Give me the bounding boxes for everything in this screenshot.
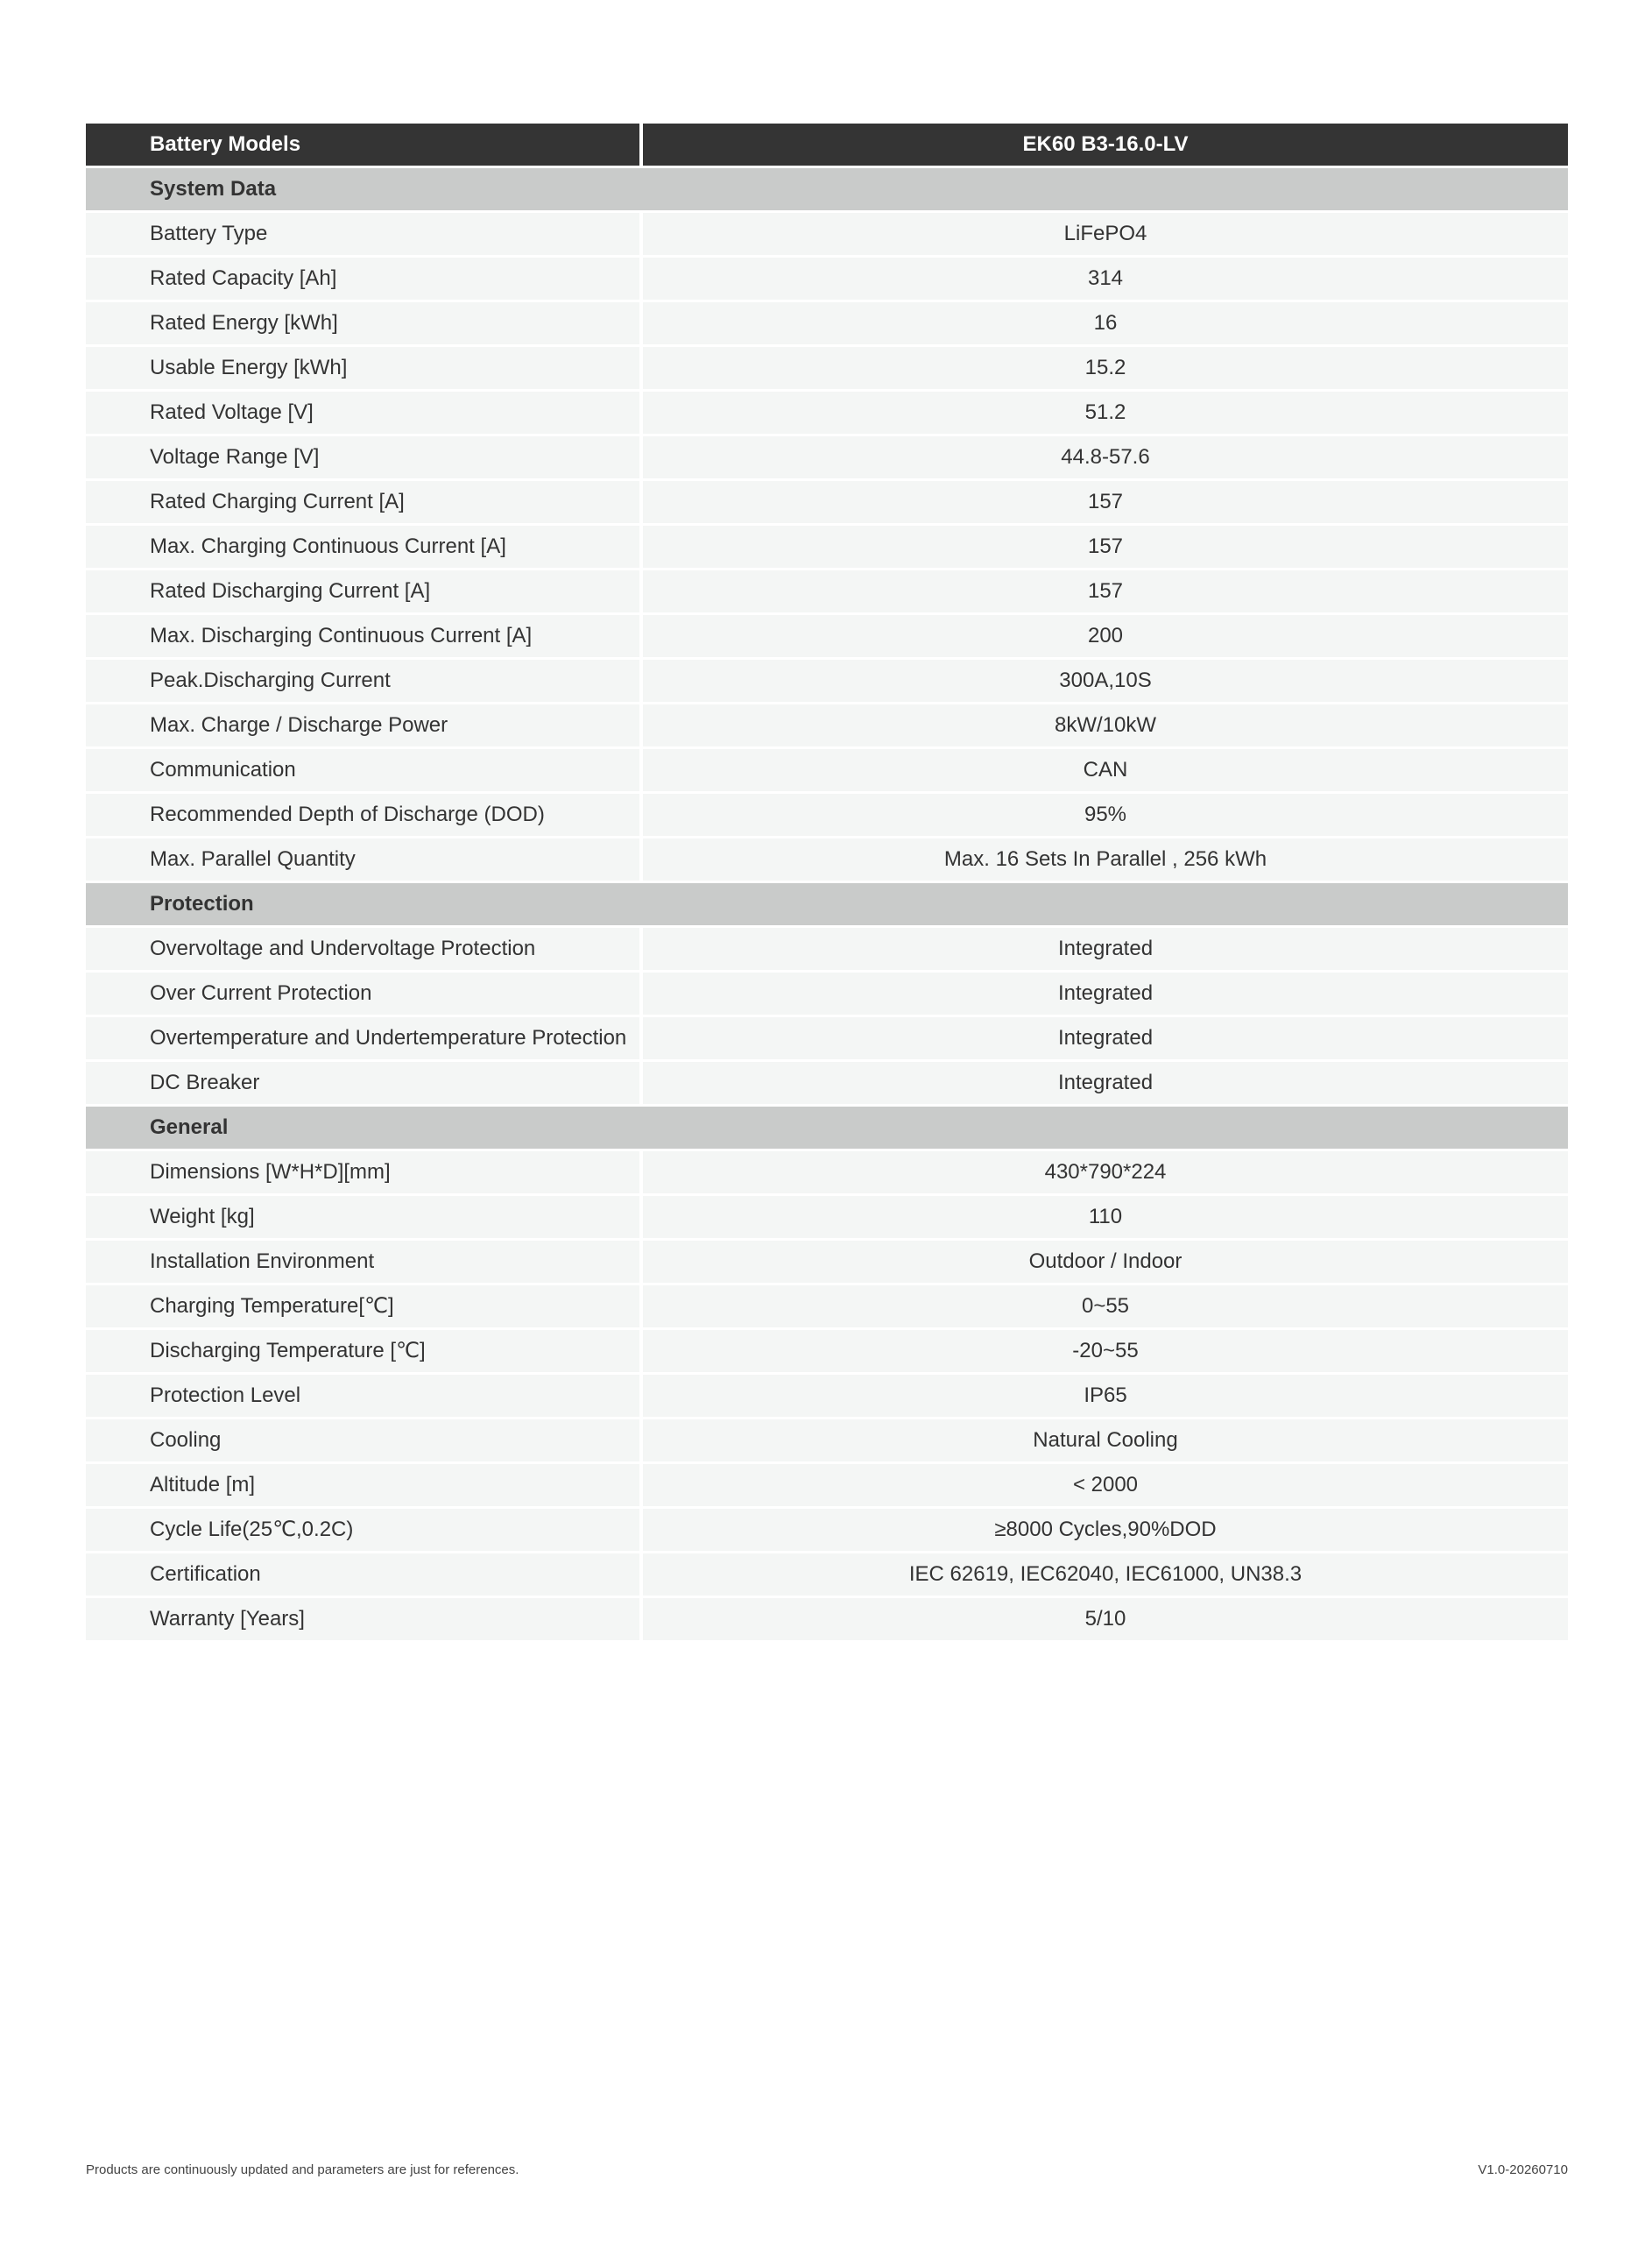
row-label: Cooling [86, 1419, 643, 1464]
row-value: 157 [643, 526, 1568, 570]
row-value: Natural Cooling [643, 1419, 1568, 1464]
table-row [86, 481, 1568, 526]
table-row [86, 1017, 1568, 1062]
row-value: Max. 16 Sets In Parallel , 256 kWh [643, 838, 1568, 883]
row-value: 157 [643, 481, 1568, 526]
table-row [86, 1196, 1568, 1241]
row-value: IEC 62619, IEC62040, IEC61000, UN38.3 [643, 1553, 1568, 1598]
spec-table [86, 124, 1568, 1643]
row-label: Max. Charge / Discharge Power [86, 704, 643, 749]
row-value: < 2000 [643, 1464, 1568, 1509]
row-label: Installation Environment [86, 1241, 643, 1285]
row-label: Battery Type [86, 213, 643, 258]
row-value: CAN [643, 749, 1568, 794]
table-row [86, 1553, 1568, 1598]
table-row [86, 1419, 1568, 1464]
table-row [86, 1375, 1568, 1419]
table-row [86, 749, 1568, 794]
footer-disclaimer: Products are continuously updated and parameters are just for references. [86, 2162, 519, 2177]
row-label: Charging Temperature[℃] [86, 1285, 643, 1330]
row-label: Rated Voltage [V] [86, 392, 643, 436]
table-row [86, 615, 1568, 660]
section-header-row [86, 883, 1568, 928]
row-label: Rated Energy [kWh] [86, 302, 643, 347]
section-header-row [86, 1107, 1568, 1151]
row-label: Rated Capacity [Ah] [86, 258, 643, 302]
row-label: Weight [kg] [86, 1196, 643, 1241]
spec-table-body [86, 124, 1568, 1643]
table-row [86, 973, 1568, 1017]
row-label: Certification [86, 1553, 643, 1598]
row-label: Rated Charging Current [A] [86, 481, 643, 526]
row-label: Cycle Life(25℃,0.2C) [86, 1509, 643, 1553]
row-value: 8kW/10kW [643, 704, 1568, 749]
section-title: Protection [86, 883, 1568, 928]
row-label: Rated Discharging Current [A] [86, 570, 643, 615]
table-row [86, 1464, 1568, 1509]
table-row [86, 436, 1568, 481]
row-label: Max. Parallel Quantity [86, 838, 643, 883]
row-value: Integrated [643, 1017, 1568, 1062]
row-value: 44.8-57.6 [643, 436, 1568, 481]
row-label: Overtemperature and Undertemperature Protection [86, 1017, 643, 1062]
row-label: Warranty [Years] [86, 1598, 643, 1643]
row-label: Max. Charging Continuous Current [A] [86, 526, 643, 570]
row-value: 0~55 [643, 1285, 1568, 1330]
row-value: 16 [643, 302, 1568, 347]
table-row [86, 258, 1568, 302]
table-row [86, 213, 1568, 258]
row-label: Max. Discharging Continuous Current [A] [86, 615, 643, 660]
row-label: Protection Level [86, 1375, 643, 1419]
row-label: Altitude [m] [86, 1464, 643, 1509]
section-header-row [86, 168, 1568, 213]
row-value: 95% [643, 794, 1568, 838]
row-value: 15.2 [643, 347, 1568, 392]
row-label: DC Breaker [86, 1062, 643, 1107]
table-row [86, 838, 1568, 883]
section-title: General [86, 1107, 1568, 1151]
row-label: Peak.Discharging Current [86, 660, 643, 704]
row-value: LiFePO4 [643, 213, 1568, 258]
row-value: 300A,10S [643, 660, 1568, 704]
table-row [86, 347, 1568, 392]
table-row [86, 392, 1568, 436]
row-value: IP65 [643, 1375, 1568, 1419]
row-value: Integrated [643, 1062, 1568, 1107]
footer-version: V1.0-20260710 [1478, 2162, 1568, 2177]
row-label: Voltage Range [V] [86, 436, 643, 481]
row-value: 314 [643, 258, 1568, 302]
row-label: Dimensions [W*H*D][mm] [86, 1151, 643, 1196]
row-label: Discharging Temperature [℃] [86, 1330, 643, 1375]
table-row [86, 1151, 1568, 1196]
row-value: 110 [643, 1196, 1568, 1241]
row-value: 157 [643, 570, 1568, 615]
row-label: Recommended Depth of Discharge (DOD) [86, 794, 643, 838]
row-value: 5/10 [643, 1598, 1568, 1643]
table-row [86, 1598, 1568, 1643]
table-row [86, 704, 1568, 749]
section-title: System Data [86, 168, 1568, 213]
header-model: EK60 B3-16.0-LV [643, 124, 1568, 168]
table-row [86, 1330, 1568, 1375]
row-label: Over Current Protection [86, 973, 643, 1017]
row-label: Overvoltage and Undervoltage Protection [86, 928, 643, 973]
row-label: Usable Energy [kWh] [86, 347, 643, 392]
header-label: Battery Models [86, 124, 643, 168]
row-value: ≥8000 Cycles,90%DOD [643, 1509, 1568, 1553]
table-row [86, 1285, 1568, 1330]
table-row [86, 570, 1568, 615]
row-value: Integrated [643, 973, 1568, 1017]
row-label: Communication [86, 749, 643, 794]
row-value: Integrated [643, 928, 1568, 973]
row-value: 200 [643, 615, 1568, 660]
table-row [86, 794, 1568, 838]
table-header-row [86, 124, 1568, 168]
row-value: 51.2 [643, 392, 1568, 436]
table-row [86, 1241, 1568, 1285]
table-row [86, 526, 1568, 570]
row-value: Outdoor / Indoor [643, 1241, 1568, 1285]
table-row [86, 1509, 1568, 1553]
table-row [86, 928, 1568, 973]
table-row [86, 302, 1568, 347]
row-value: -20~55 [643, 1330, 1568, 1375]
table-row [86, 1062, 1568, 1107]
row-value: 430*790*224 [643, 1151, 1568, 1196]
table-row [86, 660, 1568, 704]
